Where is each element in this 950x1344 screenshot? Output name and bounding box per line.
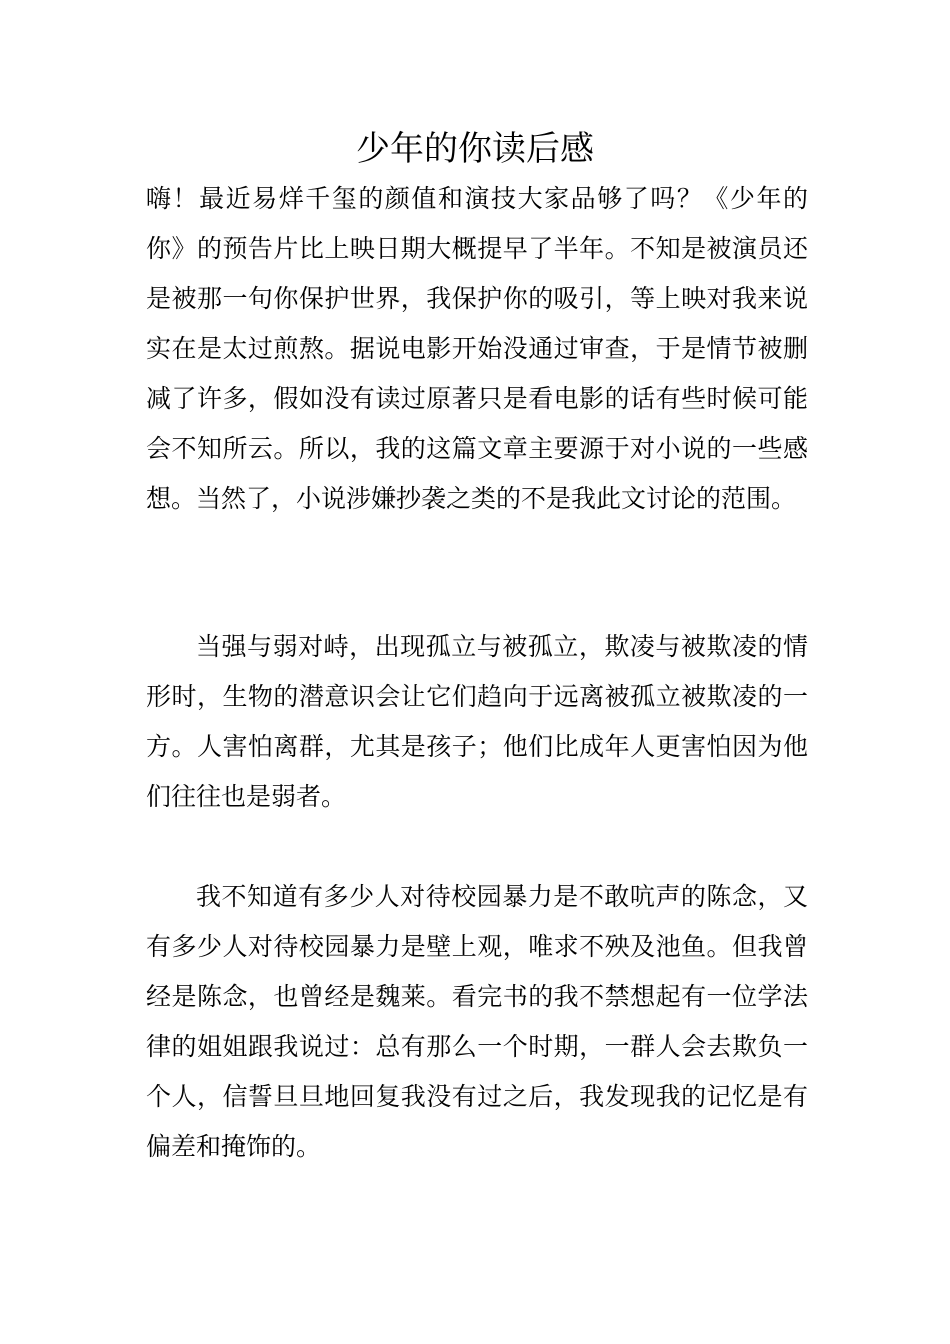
document-title: 少年的你读后感 <box>356 129 594 169</box>
paragraph-3: 我不知道有多少人对待校园暴力是不敢吭声的陈念，又有多少人对待校园暴力是壁上观，唯求不殃及池鱼。但我曾经是陈念，也曾经是魏莱。看完书的我不禁想起有一位学法律的姐姐跟我说过：总有那么一个时期，一群人会去欺负一个人，信誓旦旦地回复我没有过之后，我发现我的记忆是有偏差和掩饰的。 <box>146 882 808 1161</box>
paragraph-2: 当强与弱对峙，出现孤立与被孤立，欺凌与被欺凌的情形时，生物的潜意识会让它们趋向于远离被孤立被欺凌的一方。人害怕离群，尤其是孩子；他们比成年人更害怕因为他们往往也是弱者。 <box>146 632 808 811</box>
paragraph-1: 嗨！最近易烊千玺的颜值和演技大家品够了吗？《少年的你》的预告片比上映日期大概提早了半年。不知是被演员还是被那一句你保护世界，我保护你的吸引，等上映对我来说实在是太过煎熬。据说电影开始没通过审查，于是情节被删减了许多，假如没有读过原著只是看电影的话有些时候可能会不知所云。所以，我的这篇文章主要源于对小说的一些感想。当然了，小说涉嫌抄袭之类的不是我此文讨论的范围。 <box>146 184 808 513</box>
